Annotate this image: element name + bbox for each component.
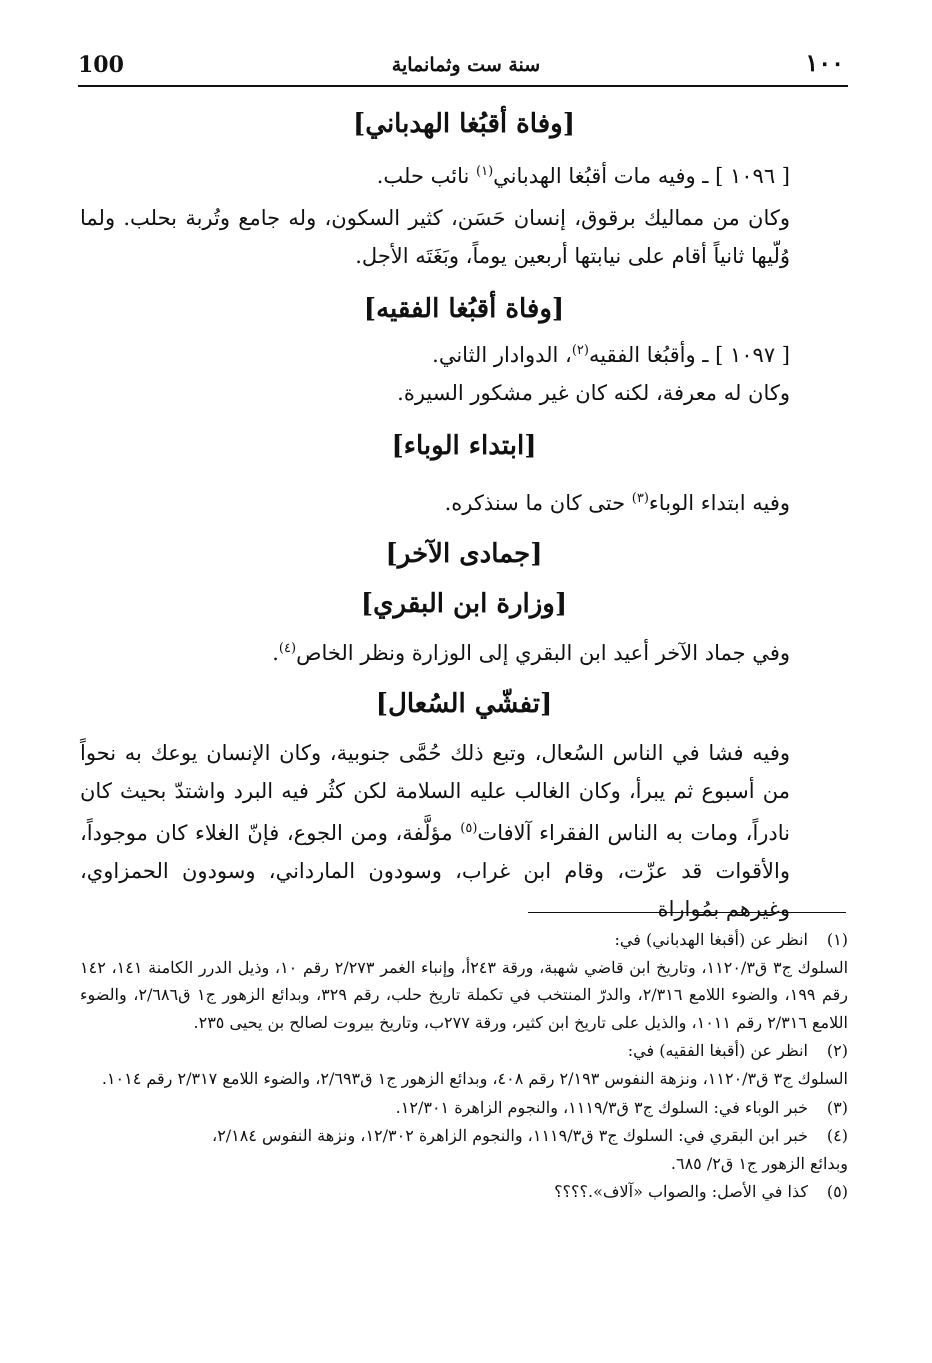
body-paragraph [80, 630, 848, 672]
footnote-text: انظر عن (أقبغا الهدباني) في: [614, 930, 808, 949]
footnote-ref: (٢) [571, 343, 589, 358]
footnote-ref: (١) [476, 164, 494, 179]
body-paragraph: وكان من مماليك برقوق، إنسان حَسَن، كثير السكون، وله جامع وتُربة بحلب. ولما وُلّيها ثانياً أقام على نيابتها أربعين يوماً، وبَغَتَه الأجل. [80, 206, 790, 268]
entry-text: مؤلَّفة، ومن الجوع، فإنّ الغلاء كان موجوداً، والأقوات قد عزّت، وقام ابن غراب، وسودون المارداني، وسودون الحمزاوي، وغيرهم بمُواراة [80, 821, 790, 921]
body-paragraph [80, 480, 848, 522]
footnote-continuation: السلوك ج٣ ق١١٢٠/٣، وتاريخ ابن قاضي شهبة، ورقة ٢٤٣أ، وإنباء الغمر ٢/٢٧٣ رقم ١٠، وذيل الدرر الكامنة ١٤١، ١٤٢ رقم ١٩٩، والضوء اللامع ٢/٣١٦، والدرّ المنتخب في تكملة تاريخ حلب، رقم ٣٢٩، وبدائع الزهور ج١ ق٢/٦٨٦، والضوء اللامع ٢/٣١٦ رقم ١٠١١، والذيل على تاريخ ابن كثير، ورقة ٢٧٧ب، وتاريخ بيروت لصالح بن يحيى ٢٣٥. [80, 957, 849, 1032]
body-paragraph [80, 734, 848, 928]
entry-text: وفي جماد الآخر أعيد ابن البقري إلى الوزارة ونظر الخاص [296, 641, 790, 665]
section-heading: [وفاة أقبُغا الهدباني] [352, 109, 576, 139]
entry-text: وفيه ابتداء الوباء [648, 491, 790, 515]
header-rule [78, 85, 848, 87]
entry-text: ، الدوادار الثاني. [432, 343, 572, 367]
running-title: سنة ست وثمانماية [391, 54, 541, 76]
footnote-continuation: السلوك ج٣ ق١١٢٠/٣، ونزهة النفوس ٢/١٩٣ رقم ٤٠٨، وبدائع الزهور ج١ ق٢/٦٩٣، والضوء اللامع ٢/٣١٧ رقم ١٠١٤. [101, 1068, 848, 1088]
footnote-text: خبر ابن البقري في: السلوك ج٣ ق١١١٩/٣، والنجوم الزاهرة ١٢/٣٠٢، ونزهة النفوس ٢/١٨٤، [212, 1126, 808, 1146]
entry-paragraph [80, 153, 848, 195]
footnote-ref: (٤) [278, 641, 297, 656]
page-number-arabic: ١٠٠ [805, 48, 844, 77]
footnote-text: انظر عن (أقبغا الفقيه) في: [627, 1041, 808, 1061]
footnote-item [80, 1122, 848, 1150]
entry-text: . [272, 641, 279, 665]
footnote-ref: (٣) [631, 491, 649, 506]
main-text [80, 100, 848, 928]
footnote-item [80, 1094, 848, 1122]
footnote-mark: (٤) [826, 1126, 848, 1146]
entry-text: [ ١٠٩٦ ] ـ وفيه مات أقبُغا الهدباني [493, 164, 790, 188]
footnote-separator [528, 912, 846, 913]
footnote-item [80, 1037, 848, 1065]
footnote-item [80, 926, 848, 954]
footnote-text: كذا في الأصل: والصواب «آلاف».؟؟؟؟ [554, 1182, 808, 1202]
footnote-mark: (١) [826, 930, 848, 949]
entry-text: حتى كان ما سنذكره. [444, 491, 632, 515]
month-heading: [جمادى الآخر] [385, 539, 543, 569]
footnote-item [80, 1178, 848, 1206]
section-heading: [تفشّي السُعال] [375, 689, 553, 719]
entry-text: وفيه فشا في الناس السُعال، وتبع ذلك حُمَّى جنوبية، وكان الإنسان يوعك به نحواً من أسبوع ثم يبرأ، وكان الغالب عليه السلامة لكن كثُر فيه البرد واشتدّ بحيث كان نادراً، ومات به الناس الفقراء آلافات [80, 741, 791, 845]
entry-text: [ ١٠٩٧ ] ـ وأقبُغا الفقيه [588, 343, 790, 367]
section-heading: [وفاة أقبُغا الفقيه] [363, 294, 565, 324]
entry-paragraph [80, 332, 848, 374]
footnote-mark: (٥) [826, 1182, 848, 1202]
footnote-ref: (٥) [460, 821, 478, 836]
footnotes [80, 926, 848, 1206]
footnote-continuation: وبدائع الزهور ج١ ق٢/ ٦٨٥. [670, 1153, 848, 1173]
entry-text: نائب حلب. [376, 164, 476, 188]
footnote-mark: (٣) [826, 1097, 848, 1117]
section-heading: [ابتداء الوباء] [391, 431, 537, 461]
page-number-latin: 100 [78, 52, 124, 78]
section-heading: [وزارة ابن البقري] [360, 589, 568, 619]
footnote-mark: (٢) [826, 1041, 848, 1061]
footnote-text: خبر الوباء في: السلوك ج٣ ق١١١٩/٣، والنجوم الزاهرة ١٢/٣٠١. [395, 1097, 808, 1117]
body-paragraph: وكان له معرفة، لكنه كان غير مشكور السيرة. [397, 381, 790, 405]
